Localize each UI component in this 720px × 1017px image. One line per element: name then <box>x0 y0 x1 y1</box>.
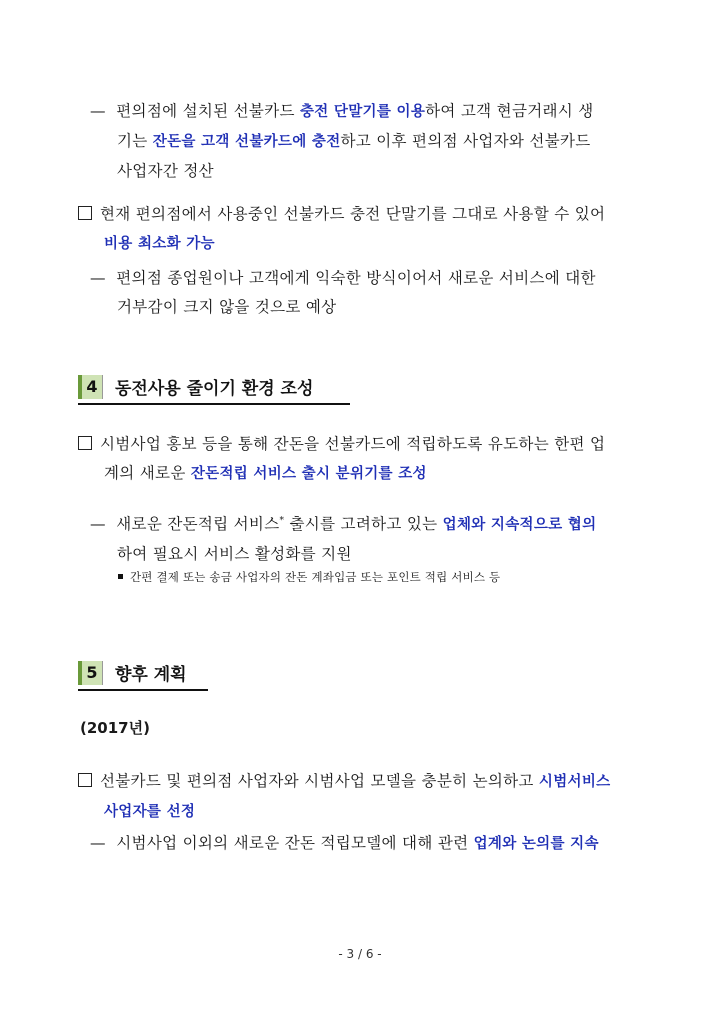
dash-item-1 <box>90 97 650 186</box>
dash-item-4: — 시범사업 이외의 새로운 잔돈 적립모델에 대해 관련 업계와 논의를 지속 <box>90 829 650 859</box>
dash-marker: — <box>90 515 106 534</box>
checkbox-square-icon <box>78 206 92 220</box>
footnote: 간편 결제 또는 송금 사업자의 잔돈 계좌입금 또는 포인트 적립 서비스 등 <box>118 569 500 585</box>
checkbox-square-icon <box>78 436 92 450</box>
highlight-text: 충전 단말기를 이용 <box>299 104 426 120</box>
box-item-1: 현재 편의점에서 사용중인 선불카드 충전 단말기를 그대로 사용할 수 있어 비용 최소화 가능 <box>78 200 653 259</box>
section-heading-5 <box>78 660 208 691</box>
highlight-text: 잔돈적립 서비스 출시 분위기를 조성 <box>190 466 427 482</box>
page-number: - 3 / 6 - <box>338 947 382 961</box>
dash-line-cont: 기는 잔돈을 고객 선불카드에 충전하고 이후 편의점 사업자와 선불카드 <box>117 132 591 150</box>
box-item-3: 선불카드 및 편의점 사업자와 시범사업 모델을 충분히 논의하고 시범서비스 사업자를 선정 <box>78 767 653 827</box>
section-number: 5 <box>78 661 103 685</box>
year-label: (2017년) <box>80 719 150 737</box>
bullet-square-icon <box>118 574 123 579</box>
footnote-marker: * <box>279 516 285 526</box>
section-number: 4 <box>78 375 103 399</box>
highlight-text: 시범서비스 <box>538 774 611 790</box>
dash-item-3: — 새로운 잔돈적립 서비스* 출시를 고려하고 있는 업체와 지속적으로 협의 하여 필요시 서비스 활성화를 지원 <box>90 507 650 569</box>
dash-marker: — <box>90 102 106 120</box>
highlight-text: 사업자를 선정 <box>104 804 196 820</box>
highlight-text: 업계와 논의를 지속 <box>473 836 599 852</box>
dash-marker: — <box>90 834 106 852</box>
dash-marker: — <box>90 269 106 287</box>
dash-line: — 편의점에 설치된 선불카드 충전 단말기를 이용하여 고객 현금거래시 생 <box>90 97 650 127</box>
section-heading-4 <box>78 374 350 405</box>
highlight-text: 업체와 지속적으로 협의 <box>442 517 597 534</box>
highlight-text: 비용 최소화 가능 <box>104 236 215 252</box>
section-title: 향후 계획 <box>115 665 187 685</box>
box-item-2: 시범사업 홍보 등을 통해 잔돈을 선불카드에 적립하도록 유도하는 한편 업 계의 새로운 잔돈적립 서비스 출시 분위기를 조성 <box>78 430 653 489</box>
dash-item-2: — 편의점 종업원이나 고객에게 익숙한 방식이어서 새로운 서비스에 대한 거부감이 크지 않을 것으로 예상 <box>90 264 650 322</box>
section-title: 동전사용 줄이기 환경 조성 <box>115 379 314 399</box>
checkbox-square-icon <box>78 773 92 787</box>
dash-line-cont: 사업자간 정산 <box>117 162 214 180</box>
highlight-text: 잔돈을 고객 선불카드에 충전 <box>152 134 341 150</box>
